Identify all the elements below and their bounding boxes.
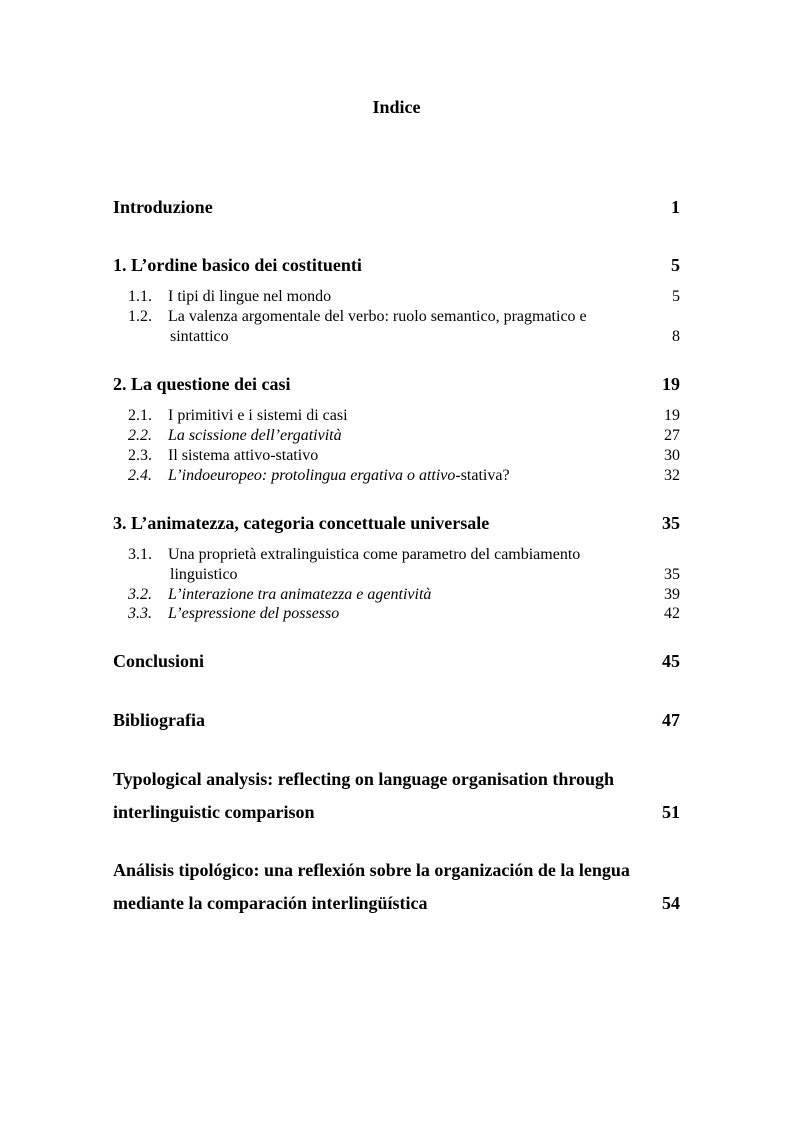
toc-entry-english-abstract-continued[interactable] xyxy=(113,801,680,823)
toc-entry-english-abstract[interactable] xyxy=(113,768,680,790)
chapter-label: 1. L’ordine basico dei costituenti xyxy=(113,255,362,275)
section-title: Una proprietà extralinguistica come parametro del cambiamento xyxy=(168,546,581,563)
section-number: 2.4. xyxy=(128,467,152,484)
toc-chapter-2[interactable] xyxy=(113,373,680,395)
toc-entry-conclusions[interactable] xyxy=(113,650,680,672)
section-title: La valenza argomentale del verbo: ruolo semantico, pragmatico e xyxy=(168,308,587,325)
entry-label: Conclusioni xyxy=(113,651,205,671)
entry-label-line-1: Typological analysis: reflecting on language organisation through xyxy=(113,769,615,789)
toc-section-3-1-continued[interactable] xyxy=(113,565,680,585)
toc-section-1-1[interactable] xyxy=(113,287,680,307)
toc-entry-spanish-abstract[interactable] xyxy=(113,859,680,881)
section-page: 42 xyxy=(664,605,680,622)
section-title-continued: sintattico xyxy=(170,328,229,345)
section-page: 32 xyxy=(664,467,680,484)
toc-section-2-2[interactable] xyxy=(113,426,680,446)
section-title: L’espressione del possesso xyxy=(168,605,340,622)
toc-section-3-2[interactable] xyxy=(113,585,680,605)
section-title-italic: L’indoeuropeo: protolingua ergativa o attivo xyxy=(168,467,456,484)
entry-page: 54 xyxy=(662,893,680,913)
entry-page: 51 xyxy=(662,802,680,822)
entry-label: Bibliografia xyxy=(113,710,206,730)
section-title: I primitivi e i sistemi di casi xyxy=(168,407,348,424)
toc-entry-spanish-abstract-continued[interactable] xyxy=(113,892,680,914)
section-page: 5 xyxy=(672,288,680,305)
section-number: 2.3. xyxy=(128,447,152,464)
entry-label: Introduzione xyxy=(113,197,213,217)
toc-chapter-3[interactable] xyxy=(113,512,680,534)
section-page: 30 xyxy=(664,447,680,464)
section-title: Il sistema attivo-stativo xyxy=(168,447,319,464)
entry-page: 1 xyxy=(671,197,680,217)
chapter-page: 5 xyxy=(671,255,680,275)
page-title: Indice xyxy=(372,97,421,117)
section-title: I tipi di lingue nel mondo xyxy=(168,288,332,305)
entry-page: 47 xyxy=(662,710,680,730)
section-number: 3.1. xyxy=(128,546,152,563)
toc-section-2-1[interactable] xyxy=(113,406,680,426)
section-title: L’interazione tra animatezza e agentività xyxy=(168,586,432,603)
toc-section-3-3[interactable] xyxy=(113,604,680,624)
toc-section-1-2[interactable] xyxy=(113,307,680,327)
section-page: 27 xyxy=(664,427,680,444)
entry-label-line-2: interlinguistic comparison xyxy=(113,802,315,822)
section-number: 3.2. xyxy=(128,586,152,603)
section-number: 2.1. xyxy=(128,407,152,424)
entry-label-line-1: Análisis tipológico: una reflexión sobre la organización de la lengua xyxy=(113,860,630,880)
toc-entry-introduction[interactable] xyxy=(113,196,680,218)
entry-page: 45 xyxy=(662,651,680,671)
section-page: 8 xyxy=(672,328,680,345)
toc-entry-bibliography[interactable] xyxy=(113,709,680,731)
chapter-label: 3. L’animatezza, categoria concettuale universale xyxy=(113,513,490,533)
chapter-label: 2. La questione dei casi xyxy=(113,374,291,394)
chapter-page: 35 xyxy=(662,513,680,533)
section-page: 19 xyxy=(664,407,680,424)
toc-section-3-1[interactable] xyxy=(113,545,680,565)
section-title: La scissione dell’ergatività xyxy=(168,427,342,444)
toc-section-2-4[interactable] xyxy=(113,466,680,486)
entry-label-line-2: mediante la comparación interlingüística xyxy=(113,893,428,913)
section-title-rest: -stativa? xyxy=(455,467,510,484)
section-number: 1.1. xyxy=(128,288,152,305)
section-number: 2.2. xyxy=(128,427,152,444)
section-page: 35 xyxy=(664,566,680,583)
toc-section-1-2-continued[interactable] xyxy=(113,327,680,347)
toc-chapter-1[interactable] xyxy=(113,254,680,276)
toc-section-2-3[interactable] xyxy=(113,446,680,466)
section-title-continued: linguistico xyxy=(170,566,238,583)
chapter-page: 19 xyxy=(662,374,680,394)
section-page: 39 xyxy=(664,586,680,603)
section-number: 3.3. xyxy=(128,605,152,622)
section-number: 1.2. xyxy=(128,308,152,325)
